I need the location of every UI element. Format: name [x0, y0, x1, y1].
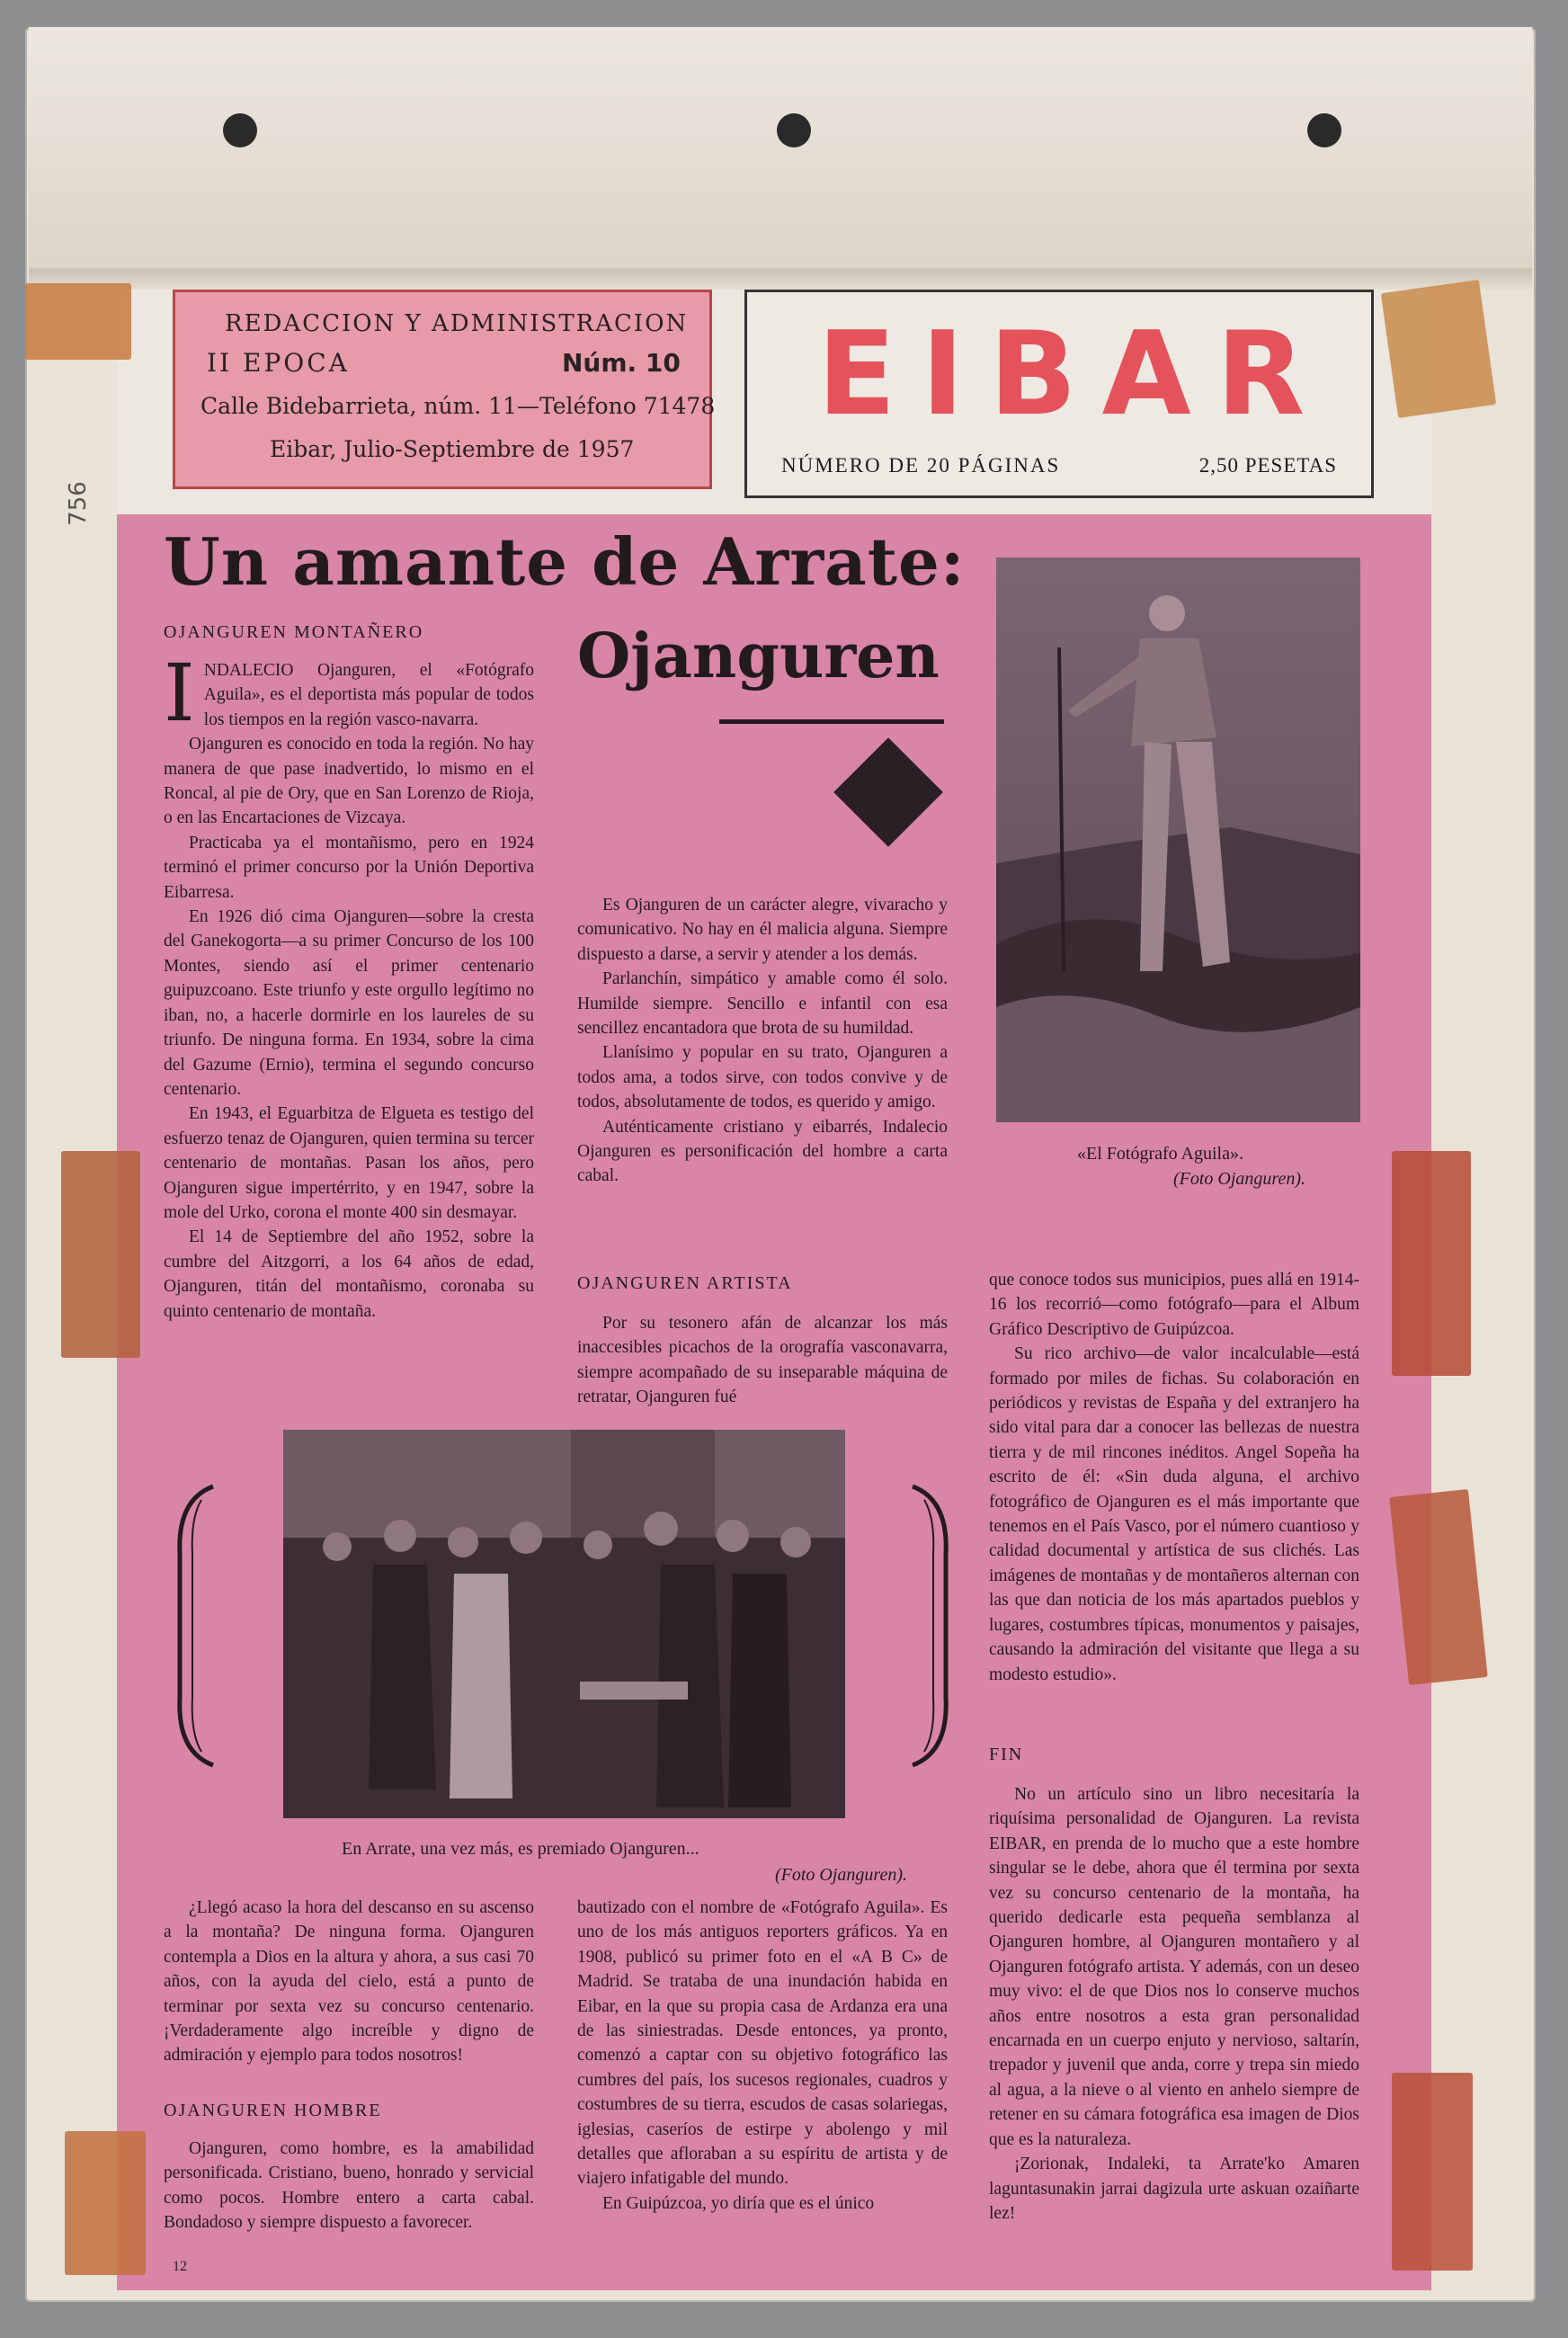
margin-note: 756: [64, 481, 92, 526]
column-3-top: [989, 1268, 1359, 1687]
epoch-label: II EPOCA: [207, 348, 350, 378]
paragraph: En Guipúzcoa, yo diría que es el único: [602, 2193, 875, 2213]
section-heading-hombre: OJANGUREN HOMBRE: [164, 2101, 382, 2120]
ornamental-bracket-left: [164, 1482, 227, 1770]
column-3-fin: [989, 1782, 1359, 2226]
paragraph: bautizado con el nombre de «Fotógrafo Aguila». Es uno de los más antiguos reporters gráficos. Ya en 1908, publicó su primer foto en el «A B C» de Madrid. Se trataba de una inundación habida en Eibar, en la que su propia casa de Ardanza era una de las siniestradas. Desde entonces, ya pronto, comenzó a captar con su objetivo fotográfico las cumbres del país, los sucesos regionales, cuadros y costumbres de su tierra, escudos de casas solariegas, iglesias, caseríos de estirpe y abolengo y mil detalles que afloraban a su espíritu de artista y de viajero infatigable del mundo.: [577, 1898, 948, 2189]
photo-award-ceremony: [283, 1430, 845, 1818]
page-count: NÚMERO DE 20 PÁGINAS: [781, 454, 1061, 477]
magazine-logo: EIBAR: [817, 308, 1331, 442]
photo-1-credit: (Foto Ojanguren).: [1173, 1169, 1306, 1189]
paragraph: ¡Zorionak, Indaleki, ta Arrate'ko Amaren laguntasunakin jarrai dagizula urte askuan ozaiñarte lez!: [989, 2155, 1359, 2223]
column-1-hombre: [164, 2137, 534, 2235]
paragraph: Auténticamente cristiano y eibarrés, Indalecio Ojanguren es personificación del hombre a carta cabal.: [577, 1117, 948, 1186]
article-subtitle: Ojanguren: [577, 620, 940, 692]
section-heading-fin: FIN: [989, 1745, 1024, 1764]
price: 2,50 PESETAS: [1198, 454, 1337, 477]
punch-hole: [777, 113, 811, 147]
paragraph: El 14 de Septiembre del año 1952, sobre la cumbre del Aitzgorri, a los 64 años de edad, Ojanguren, titán del montañismo, coronaba su quinto centenario de montaña.: [164, 1227, 534, 1321]
paragraph: Parlanchín, simpático y amable como él solo. Humilde siempre. Sencillo e infantil con esa sencillez encantadora que brota de su humildad.: [577, 969, 948, 1039]
issue-number: Núm. 10: [562, 348, 681, 378]
paragraph: En 1926 dió cima Ojanguren—sobre la cresta del Ganekogorta—a su primer Concurso de los 100 Montes, siendo así el primer centenario guipuzcoano. Este triunfo y este orgullo legítimo no iban, no, a hacerle dormirle en los laureles de su triunfo. De ninguna forma. En 1934, sobre la cima del Gazume (Ernio), termina el segundo concurso centenario.: [164, 907, 534, 1099]
column-2-bottom: [577, 1896, 948, 2216]
paragraph: Ojanguren, como hombre, es la amabilidad personificada. Cristiano, bueno, honrado y servicial como pocos. Hombre entero a carta cabal. Bondadoso y siempre dispuesto a favorecer.: [164, 2139, 534, 2233]
paragraph: NDALECIO Ojanguren, el «Fotógrafo Aguila», es el deportista más popular de todos los tiempos en la región vasco-navarra.: [203, 661, 534, 729]
column-1-top: [164, 647, 534, 1324]
paragraph: que conoce todos sus municipios, pues allá en 1914-16 los recorrió—como fotógrafo—para el Album Gráfico Descriptivo de Guipúzcoa.: [989, 1271, 1359, 1339]
title-rule: [719, 719, 944, 724]
paragraph: Practicaba ya el montañismo, pero en 1924 terminó el primer concurso por la Unión Deportiva Eibarresa.: [164, 833, 534, 902]
fold-shadow: [29, 270, 1532, 290]
paragraph: Llanísimo y popular en su trato, Ojanguren a todos ama, a todos sirve, con todos convive y de todos, absolutamente de todos, es querido y amigo.: [577, 1043, 948, 1112]
column-2-top: [577, 893, 948, 1189]
paragraph: Por su tesonero afán de alcanzar los más inaccesibles picachos de la orografía vasconavarra, siempre acompañado de su inseparable máquina de retratar, Ojanguren fué: [577, 1314, 948, 1407]
adhesive-tape: [1381, 280, 1496, 418]
section-heading-artista: OJANGUREN ARTISTA: [577, 1273, 793, 1293]
paragraph: Ojanguren es conocido en toda la región. No hay manera de que pase inadvertido, lo mismo en el Roncal, al pie de Ory, que en San Lorenzo de Rioja, o en las Encartaciones de Vizcaya.: [164, 735, 534, 828]
punch-hole: [1307, 113, 1341, 147]
issue-date: Eibar, Julio-Septiembre de 1957: [270, 436, 635, 462]
paragraph: En 1943, el Eguarbitza de Elgueta es testigo del esfuerzo tenaz de Ojanguren, quien termina su tercer centenario de montañas. Pasan los años, pero Ojanguren sigue impertérrito, y en 1947, sobre la mole del Urko, corona el monte 400 sin desmayar.: [164, 1104, 534, 1222]
address-line: Calle Bidebarrieta, núm. 11—Teléfono 71478: [200, 393, 716, 419]
ornamental-bracket-right: [899, 1482, 962, 1770]
paragraph: Es Ojanguren de un carácter alegre, vivaracho y comunicativo. No hay en él malicia alguna. Siempre dispuesto a darse, a servir y atender a los demás.: [577, 896, 948, 964]
photo-2-credit: (Foto Ojanguren).: [775, 1865, 908, 1885]
photo-ojanguren-standing: [996, 558, 1360, 1122]
adhesive-tape: [65, 2131, 146, 2275]
column-2-artista: [577, 1311, 948, 1410]
paragraph: Su rico archivo—de valor incalculable—está formado por miles de fichas. Su colaboración en periódicos y revistas de España y del extranjero ha sido vital para dar a conocer las bellezas de nuestra tierra y de mil rincones inéditos. Angel Sopeña ha escrito de él: «Sin duda alguna, el archivo fotográfico de Ojanguren es el más importante que tenemos en el País Vasco, por el número cuantioso y calidad documental y artística de sus clichés. Las imágenes de montañas y de montañeros alternan con las que dan noticia de los más apartados pueblos y lugares, costumbres típicas, monumentos y paisajes, causando la admiración del visitante que llega a su modesto estudio».: [989, 1344, 1359, 1684]
editorial-info-box: [173, 290, 716, 489]
column-1-bottom: [164, 1896, 534, 2068]
adhesive-tape: [61, 1151, 140, 1358]
adhesive-tape: [1392, 2073, 1473, 2271]
article-title: Un amante de Arrate:: [164, 523, 966, 600]
paragraph: No un artículo sino un libro necesitaría la riquísima personalidad de Ojanguren. La revista EIBAR, en prenda de lo mucho que a este hombre singular se le debe, ahora que él termina por sexta vez su concurso centenario de la montaña, ha querido dedicarle esta pequeña semblanza al Ojanguren hombre, al Ojanguren montañero y al Ojanguren fotógrafo artista. Y además, con un deseo muy vivo: el de que Dios nos lo conserve muchos años entre nosotros a esta gran personalidad encarnada en un cuerpo enjuto y nervioso, saltarín, trepador y juvenil que anda, corre y trepa sin miedo al agua, a la nieve o al viento en anhelo siempre de retener en su cámara fotográfica esa imagen de Dios que es la naturaleza.: [989, 1785, 1359, 2149]
adhesive-tape: [25, 283, 131, 360]
page-number: 12: [173, 2259, 187, 2274]
section-heading-montanero: OJANGUREN MONTAÑERO: [164, 622, 424, 642]
punch-hole: [223, 113, 257, 147]
drop-cap: I: [164, 647, 195, 739]
adhesive-tape: [1392, 1151, 1471, 1376]
title-box: [744, 290, 1374, 498]
photo-2-caption: En Arrate, una vez más, es premiado Ojanguren...: [342, 1839, 699, 1859]
editorial-office-label: REDACCION Y ADMINISTRACION: [225, 310, 689, 337]
photo-1-caption: «El Fotógrafo Aguila».: [1077, 1144, 1243, 1164]
paragraph: ¿Llegó acaso la hora del descanso en su ascenso a la montaña? De ninguna forma. Ojanguren contempla a Dios en la altura y ahora, a sus casi 70 años, con la ayuda del cielo, está a punto de terminar por sexta vez su concurso centenario. ¡Verdaderamente algo increíble y digno de admiración y ejemplo para todos nosotros!: [164, 1898, 534, 2066]
folded-top-flap: [29, 27, 1532, 273]
